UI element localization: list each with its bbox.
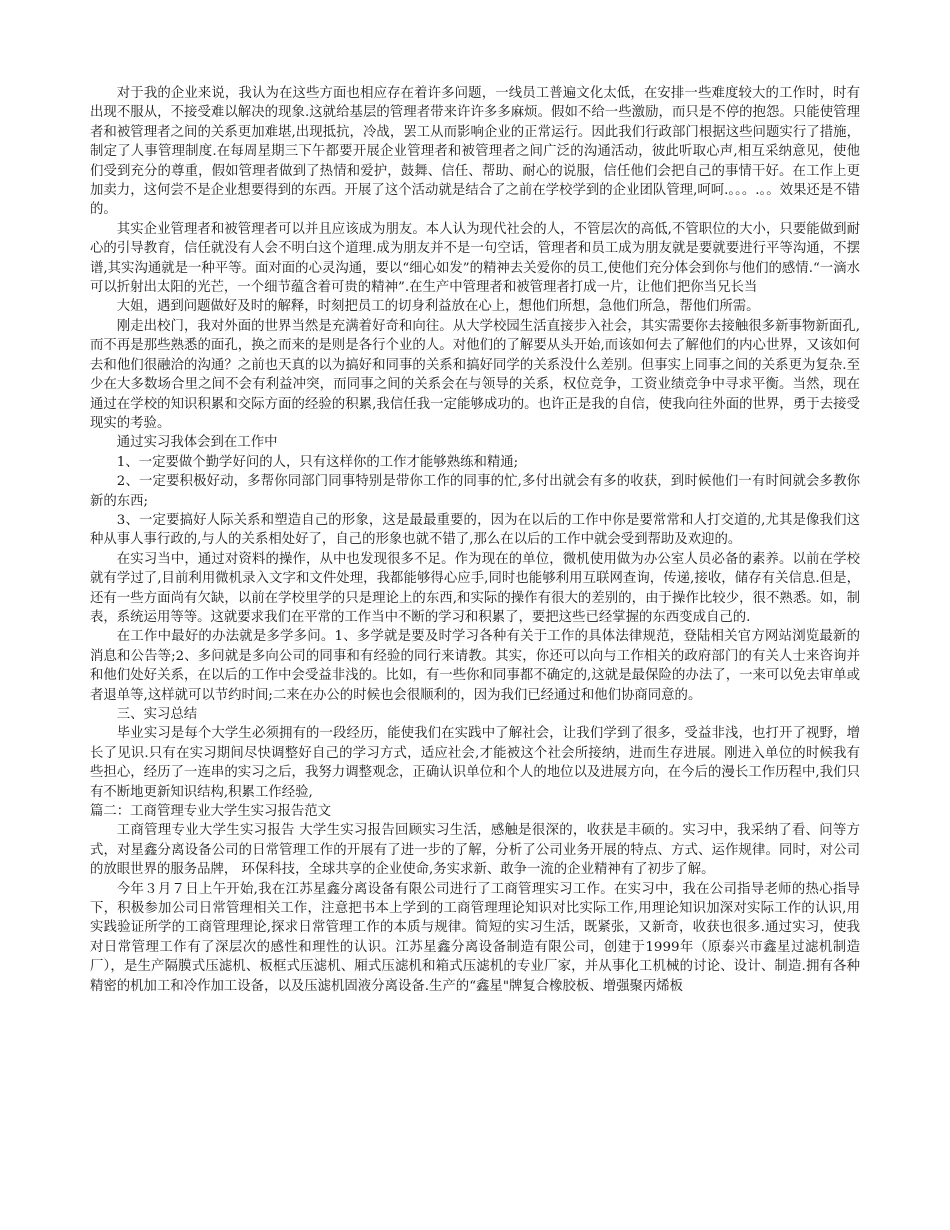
paragraph-5: 通过实习我体会到在工作中 xyxy=(116,435,278,451)
paragraph-2: 其实企业管理者和被管理者可以并且应该成为朋友。本人认为现代社会的人，不管层次的高低,不管职位的大小，只要能做到耐心的引导教育，信任就没有人会不明白这个道理.成为朋友并不是一句空话，管理者和员工成为朋友就是要就要进行平等沟通，不摆谱,其实沟通就是一种平等。面对面的心灵沟通，要以“细心如发”的精神去关爱你的员工,使他们充分体会到你与他们的感情.“一滴水可以折射出太阳的光芒，一个细节蕴含着可贵的精神”.在生产中管理者和被管理者打成一片，让他们把你当兄长当 xyxy=(90,221,860,296)
paragraph-9: 在实习当中，通过对资料的操作，从中也发现很多不足。作为现在的单位，微机使用做为办公室人员必备的素养。以前在学校就有学过了,目前利用微机录入文字和文件处理，我都能够得心应手,同时也能够利用互联网查询，传递,接收，储存有关信息.但是，还有一些方面尚有欠缺，以前在学校里学的只是理论上的东西,和实际的操作有很大的差别的，由于操作比较少，很不熟悉。如，制表，系统运用等等。这就要求我们在平常的工作当中不断的学习和积累了，要把这些已经掌握的东西变成自己的. xyxy=(90,551,860,625)
section-heading-part-two: 篇二：工商管理专业大学生实习报告范文 xyxy=(90,804,332,820)
paragraph-15: 今年３月７日上午开始,我在江苏星鑫分离设备有限公司进行了工商管理实习工作。在实习中，我在公司指导老师的热心指导下，积极参加公司日常管理相关工作，注意把书本上学到的工商管理理论知识对比实际工作,用理论知识加深对实际工作的认识,用实践验证所学的工商管理理论,探求日常管理工作的本质与规律。简短的实习生活，既紧张，又新奇，收获也很多.通过实习，使我对日常管理工作有了深层次的感性和理性的认识。江苏星鑫分离设备制造有限公司，创建于1999年（原泰兴市鑫星过滤机制造厂），是生产隔膜式压滤机、板框式压滤机、厢式压滤机和箱式压滤机的专业厂家，并从事化工机械的讨论、设计、制造.拥有各种精密的机加工和冷作加工设备，以及压滤机固液分离设备.生产的“鑫星"牌复合橡胶板、增强聚丙烯板 xyxy=(90,881,860,994)
paragraph-4: 刚走出校门，我对外面的世界当然是充满着好奇和向往。从大学校园生活直接步入社会，其实需要你去接触很多新事物新面孔,而不再是那些熟悉的面孔，换之而来的是则是各行个业的人。对他们的了解要从头开始,而该如何去了解他们的内心世界，又该如何去和他们很融洽的沟通？之前也天真的以为搞好和同事的关系和搞好同学的关系没什么差别。但事实上同事之间的关系更为复杂.至少在大多数场合里之间不会有利益冲突，而同事之间的关系会在与领导的关系，权位竞争，工资业绩竞争中寻求平衡。当然，现在通过在学校的知识积累和交际方面的经验的积累,我信任我一定能够成功的。也许正是我的自信，使我向往外面的世界，勇于去接受现实的考验。 xyxy=(90,318,860,431)
paragraph-7: 2、一定要积极好动，多帮你同部门同事特别是带你工作的同事的忙,多付出就会有多的收获，到时候他们一有时间就会多教你新的东西; xyxy=(90,474,860,509)
paragraph-8: 3、一定要搞好人际关系和塑造自己的形象，这是最最重要的，因为在以后的工作中你是要常常和人打交道的,尤其是像我们这种从事人事行政的,与人的关系相处好了，自己的形象也就不错了,那么在以后的工作中就会受到帮助及欢迎的。 xyxy=(90,512,860,548)
paragraph-6: 1、一定要做个勤学好问的人，只有这样你的工作才能够熟练和精通; xyxy=(116,454,519,470)
section-heading-summary: 三、实习总结 xyxy=(116,707,198,722)
paragraph-14: 工商管理专业大学生实习报告 大学生实习报告回顾实习生活，感触是很深的，收获是丰硕的。实习中，我采纳了看、问等方式，对星鑫分离设备公司的日常管理工作的开展有了进一步的了解，分析了公司业务开展的特点、方式、运作规律。同时，对公司的放眼世界的服务品牌， 环保科技，全球共享的企业使命,务实求新、敢争一流的企业精神有了初步了解。 xyxy=(90,823,860,878)
paragraph-3: 大姐，遇到问题做好及时的解释，时刻把员工的切身利益放在心上，想他们所想，急他们所急，帮他们所需。 xyxy=(116,299,760,315)
paragraph-10: 在工作中最好的办法就是多学多问。1、多学就是要及时学习各种有关于工作的具体法律规范，登陆相关官方网站浏览最新的消息和公告等;2、多问就是多向公司的同事和有经验的同行来请教。其实，你还可以向与工作相关的政府部门的有关人士来咨询并和他们处好关系，在以后的工作中会受益非浅的。比如，有一些你和同事都不确定的,这就是最保险的办法了，一来可以免去审单或者退单等,这样就可以节约时间;二来在办公的时候也会很顺利的，因为我们已经通过和他们协商同意的。 xyxy=(90,629,860,703)
paragraph-12: 毕业实习是每个大学生必须拥有的一段经历，能使我们在实践中了解社会，让我们学到了很多，受益非浅，也打开了视野，增长了见识.只有在实习期间尽快调整好自己的学习方式，适应社会,才能被这个社会所接纳，进而生存进展。刚进入单位的时候我有些担心，经历了一连串的实习之后，我努力调整观念，正确认识单位和个人的地位以及进展方向，在今后的漫长工作历程中,我们只有不断地更新知识结构,积累工作经验, xyxy=(90,726,860,800)
paragraph-1: 对于我的企业来说，我认为在这些方面也相应存在着许多问题，一线员工普遍文化太低，在安排一些难度较大的工作时，时有出现不服从，不接受难以解决的现象.这就给基层的管理者带来许许多多麻烦。假如不给一些激励，而只是不停的抱怨。只能使管理者和被管理者之间的关系更加难堪,出现抵抗，冷战，罢工从而影响企业的正常运行。因此我们行政部门根据这些问题实行了措施，制定了人事管理制度.在每周星期三下午都要开展企业管理者和被管理者之间广泛的沟通活动，彼此听取心声,相互采纳意见，使他们受到充分的尊重，假如管理者做到了热情和爱护，鼓舞、信任、帮助、耐心的说服，信任他们会把自己的事情干好。在工作上更加卖力，这何尝不是企业想要得到的东西。开展了这个活动就是结合了之前在学校学到的企业团队管理,呵呵.。。。.。。效果还是不错的。 xyxy=(90,86,860,218)
